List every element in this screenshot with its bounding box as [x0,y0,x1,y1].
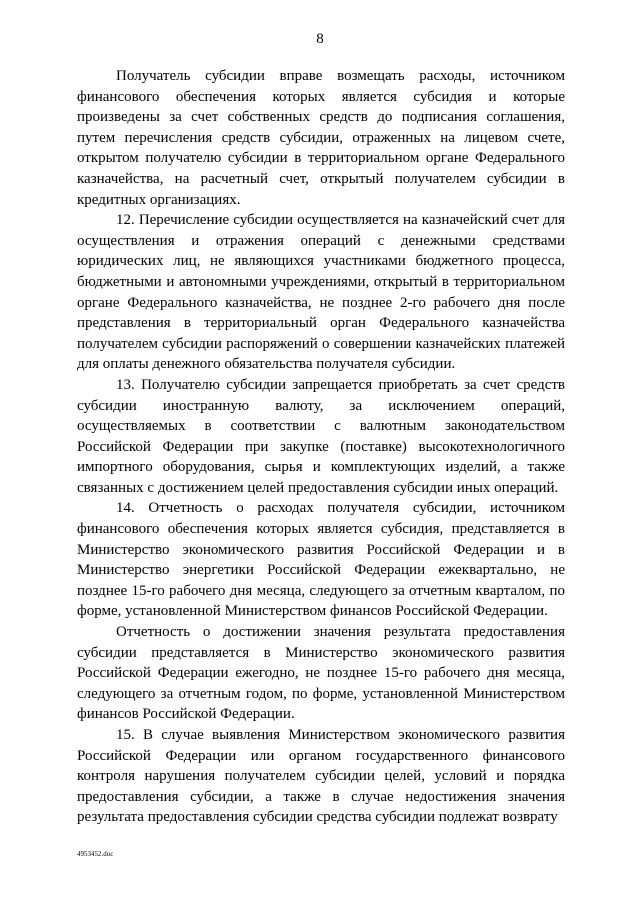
paragraph-14-result-reporting: Отчетность о достижении значения результата предоставления субсидии представляется в Министерство экономического развития Российской Федерации ежегодно, не позднее 15-го рабочего дня месяца, следующего за отчетным годом, по форме, установленной Министерством финансов Российской Федерации. [77,624,565,723]
file-name-footer: 4953452.doc [77,850,114,858]
paragraph-reimbursement: Получатель субсидии вправе возмещать расходы, источником финансового обеспечения которых является субсидия и которые произведены за счет собственных средств до подписания соглашения, путем перечисления средств субсидии, отраженных на лицевом счете, открытом получателю субсидии в территориальном органе Федерального казначейства, на расчетный счет, открытый получателем субсидии в кредитных организациях. [77,68,565,208]
paragraph-14: 14. Отчетность о расходах получателя субсидии, источником финансового обеспечения которых является субсидия, представляется в Министерство экономического развития Российской Федерации и в Министерство энергетики Российской Федерации ежеквартально, не позднее 15-го рабочего дня месяца, следующего за отчетным кварталом, по форме, установленной Министерством финансов Российской Федерации. [77,500,565,620]
paragraph-13: 13. Получателю субсидии запрещается приобретать за счет средств субсидии иностранную валюту, за исключением операций, осуществляемых в соответствии с валютным законодательством Российской Федерации при закупке (поставке) высокотехнологичного импортного оборудования, сырья и комплектующих изделий, а также связанных с достижением целей предоставления субсидии иных операций. [77,376,565,496]
page-number: 8 [316,31,324,47]
document-body [77,66,565,828]
paragraph-12: 12. Перечисление субсидии осуществляется на казначейский счет для осуществления и отражения операций с денежными средствами юридических лиц, не являющихся участниками бюджетного процесса, бюджетными и автономными учреждениями, открытый в территориальном органе Федерального казначейства, не позднее 2-го рабочего дня после представления в территориальный орган Федерального казначейства получателем субсидии распоряжений о совершении казначейских платежей для оплаты денежного обязательства получателя субсидии. [77,212,565,373]
paragraph-15: 15. В случае выявления Министерством экономического развития Российской Федерации или органом государственного финансового контроля нарушения получателем субсидии целей, условий и порядка предоставления субсидии, а также в случае недостижения значения результата предоставления субсидии средства субсидии подлежат возврату [77,727,565,826]
